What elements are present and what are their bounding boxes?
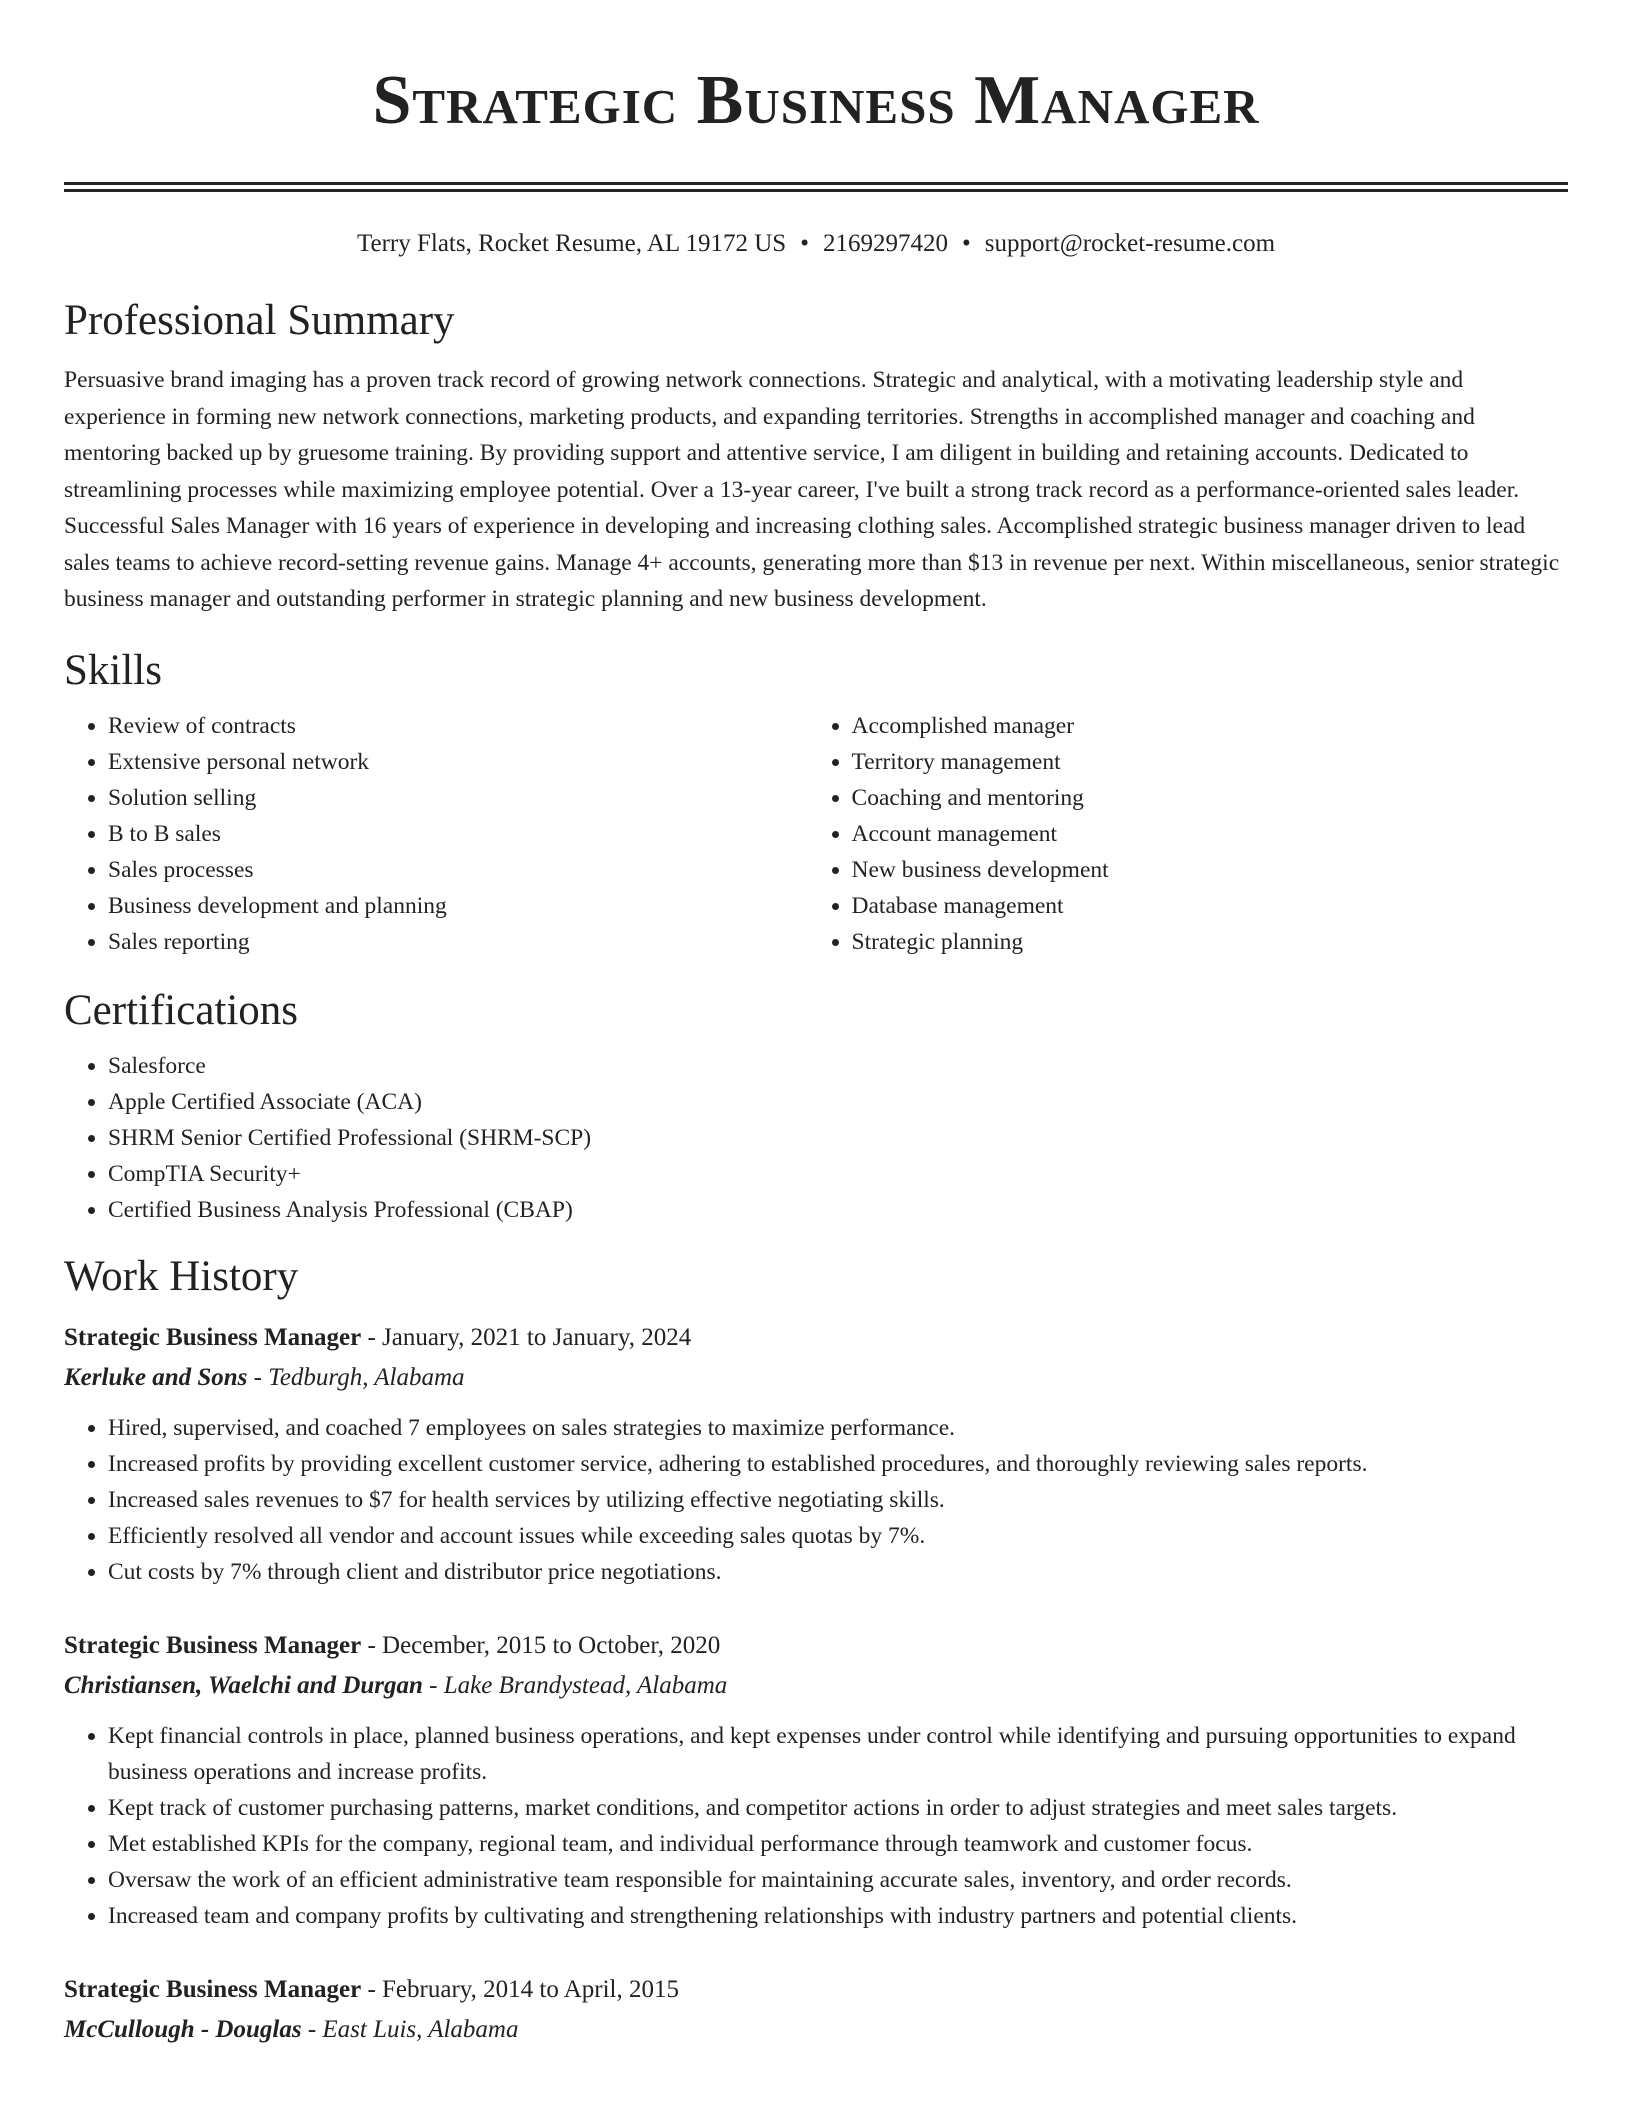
job-bullet: • Kept financial controls in place, planned business operations, and kept expenses under control while identifying and pursuing opportunities to expand business operations and increase profits. — [108, 1718, 1568, 1790]
job-title: Strategic Business Manager — [64, 1323, 362, 1351]
certifications-list — [64, 1048, 1568, 1228]
contact-separator: • — [961, 230, 971, 257]
contact-phone: 2169297420 — [822, 230, 948, 257]
job-location: East Luis, Alabama — [322, 2015, 519, 2043]
job-company-line — [64, 1358, 1568, 1398]
skill-item: • Accomplished manager — [852, 708, 1568, 744]
job-bullet: • Hired, supervised, and coached 7 employees on sales strategies to maximize performance. — [108, 1410, 1568, 1446]
job-bullet: • Increased profits by providing excellent customer service, adhering to established procedures, and thoroughly reviewing sales reports. — [108, 1446, 1568, 1482]
skill-item: • Solution selling — [108, 780, 808, 816]
job-bullet: • Kept track of customer purchasing patterns, market conditions, and competitor actions in order to adjust strategies and meet sales targets. — [108, 1790, 1568, 1826]
job-title-line — [64, 1318, 1568, 1358]
job-title: Strategic Business Manager — [64, 1631, 362, 1659]
job-bullets — [64, 1410, 1568, 1590]
contact-line — [64, 228, 1568, 260]
job-bullet: • Increased sales revenues to $7 for health services by utilizing effective negotiating skills. — [108, 1482, 1568, 1518]
job-dash: - — [361, 1631, 383, 1659]
job-location: Tedburgh, Alabama — [268, 1363, 465, 1391]
job-dash: - — [247, 1363, 269, 1391]
title-divider — [64, 182, 1568, 192]
contact-address: Terry Flats, Rocket Resume, AL 19172 US — [356, 230, 787, 257]
job-bullet: • Met established KPIs for the company, regional team, and individual performance through teamwork and customer focus. — [108, 1826, 1568, 1862]
job-title-line — [64, 1626, 1568, 1666]
skill-item: • Account management — [852, 816, 1568, 852]
certification-item: • CompTIA Security+ — [108, 1156, 1568, 1192]
job-company: Christiansen, Waelchi and Durgan — [64, 1671, 423, 1699]
resume-title: Strategic Business Manager — [372, 62, 1260, 139]
job-bullet: • Cut costs by 7% through client and distributor price negotiations. — [108, 1554, 1568, 1590]
job-entry — [64, 1970, 1568, 2050]
skill-item: • New business development — [852, 852, 1568, 888]
job-location: Lake Brandystead, Alabama — [443, 1671, 728, 1699]
job-dates: January, 2021 to January, 2024 — [382, 1323, 692, 1351]
job-bullet: • Oversaw the work of an efficient administrative team responsible for maintaining accurate sales, inventory, and order records. — [108, 1862, 1568, 1898]
skills-list-left — [64, 708, 808, 960]
skill-item: • B to B sales — [108, 816, 808, 852]
job-title: Strategic Business Manager — [64, 1975, 362, 2003]
job-company-line — [64, 1666, 1568, 1706]
certification-item: • Apple Certified Associate (ACA) — [108, 1084, 1568, 1120]
contact-separator: • — [800, 230, 809, 257]
job-dash: - — [361, 1975, 383, 2003]
job-bullets — [64, 1718, 1568, 1934]
job-company-line — [64, 2010, 1568, 2050]
skills-list-right — [808, 708, 1568, 960]
skills-columns — [64, 708, 1568, 960]
skills-section — [64, 644, 1568, 960]
summary-text: Persuasive brand imaging has a proven track record of growing network connections. Strategic and analytical, with a motivating leadership style and experience in forming new network connections, marketing products, and expanding territories. Strengths in accomplished manager and coaching and mentoring backed up by gruesome training. By providing support and attentive service, I am diligent in building and retaining accounts. Dedicated to streamlining processes while maximizing employee potential. Over a 13-year career, I've built a strong track record as a performance-oriented sales leader. Successful Sales Manager with 16 years of experience in developing and increasing clothing sales. Accomplished strategic business manager driven to lead sales teams to achieve record-setting revenue gains. Manage 4+ accounts, generating more than $13 in revenue per next. Within miscellaneous, senior strategic business manager and outstanding performer in strategic planning and new business development. — [64, 367, 1560, 612]
job-company: McCullough - Douglas — [64, 2015, 302, 2043]
section-heading-certifications: Certifications — [64, 986, 299, 1034]
certification-item: • SHRM Senior Certified Professional (SHRM-SCP) — [108, 1120, 1568, 1156]
job-bullet: • Efficiently resolved all vendor and account issues while exceeding sales quotas by 7%. — [108, 1518, 1568, 1554]
section-heading-work-history: Work History — [64, 1252, 299, 1300]
section-heading-summary: Professional Summary — [64, 297, 455, 344]
job-company: Kerluke and Sons — [64, 1363, 248, 1391]
skill-item: • Review of contracts — [108, 708, 808, 744]
certification-item: • Certified Business Analysis Professional (CBAP) — [108, 1192, 1568, 1228]
certification-item: • Salesforce — [108, 1048, 1568, 1084]
professional-summary-section — [64, 294, 1568, 618]
job-dash: - — [422, 1671, 444, 1699]
job-entry — [64, 1318, 1568, 1590]
skill-item: • Sales reporting — [108, 924, 808, 960]
certifications-section — [64, 984, 1568, 1228]
job-dash: - — [301, 2015, 323, 2043]
job-entry — [64, 1626, 1568, 1934]
job-dates: February, 2014 to April, 2015 — [382, 1975, 679, 2003]
job-dates: December, 2015 to October, 2020 — [382, 1631, 721, 1659]
skill-item: • Territory management — [852, 744, 1568, 780]
section-heading-skills: Skills — [64, 646, 162, 694]
job-dash: - — [361, 1323, 383, 1351]
skill-item: • Sales processes — [108, 852, 808, 888]
work-history-section — [64, 1250, 1568, 2050]
skill-item: • Strategic planning — [852, 924, 1568, 960]
skill-item: • Database management — [852, 888, 1568, 924]
job-title-line — [64, 1970, 1568, 2010]
skill-item: • Business development and planning — [108, 888, 808, 924]
skill-item: • Coaching and mentoring — [852, 780, 1568, 816]
contact-email: support@rocket-resume.com — [984, 230, 1276, 257]
skill-item: • Extensive personal network — [108, 744, 808, 780]
job-bullet: • Increased team and company profits by cultivating and strengthening relationships with industry partners and potential clients. — [108, 1898, 1568, 1934]
